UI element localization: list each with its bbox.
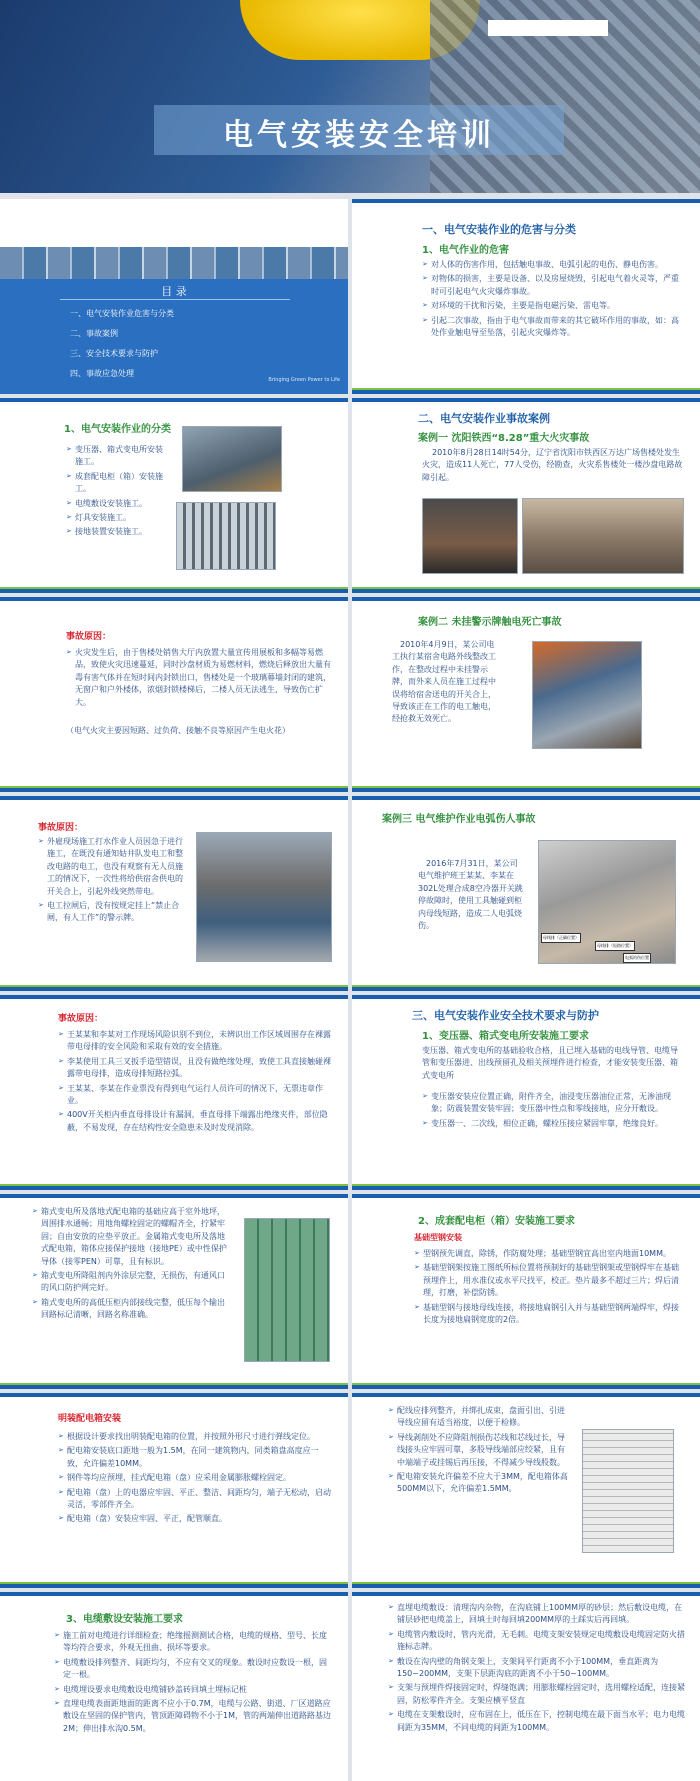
list-item: ➢ 配电箱（盘）上的电器应牢固、平正、整洁、间距均匀，端子无松动，启动灵活，零部件齐全。 — [58, 1487, 334, 1512]
list-item: ➢ 配电箱安装底口距地一般为1.5M，在同一建筑物内，同类箱盘高度应一致，允许偏差10MM。 — [58, 1445, 334, 1470]
cabinet-row-photo — [244, 1218, 330, 1362]
list-item: ➢ 对人体的伤害作用，包括触电事故、电弧引起的电伤、静电伤害。 — [422, 259, 684, 271]
sub-title: 1、变压器、箱式变电所安装施工要求 — [422, 1031, 589, 1042]
list-item: ➢ 外雇现场施工打水作业人员因急于进行施工，在既没有通知姑井队发电工和整改电路的电工，也没有观察有无人员施工的情况下，一次性将给供宿舍供电的开关合上，引起外线突然带电。 — [38, 836, 188, 898]
substation-list — [32, 1206, 232, 1324]
list-item: ➢ 对环境的干扰和污染，主要是指电磁污染、雷电等。 — [422, 300, 684, 312]
wiring-list — [388, 1405, 568, 1498]
list-item: ➢ 电缆管内敷设时，管内光滑，无毛刺。电缆支架安装规定电缆敷设电缆固定防火措施标志牌。 — [388, 1629, 688, 1654]
list-item: ➢ 灯具安装施工。 — [66, 512, 166, 524]
cable-list — [54, 1630, 334, 1737]
busbar-tag: 母线排（短路位置） — [595, 941, 635, 951]
slide-cable-laying — [0, 1592, 348, 1781]
list-item: ➢ 对物体的损害，主要是设备、以及房屋烧毁，引起电气着火灵等，严重时可引起电气火灾爆炸事故。 — [422, 273, 684, 298]
list-item: ➢ 变压器、箱式变电所安装施工。 — [66, 444, 166, 469]
list-item: ➢ 接地装置安装施工。 — [66, 526, 166, 538]
surface-box-label: 明装配电箱安装 — [58, 1414, 122, 1424]
toc-item[interactable]: 四、事故应急处理 — [70, 369, 134, 378]
section-title: 三、电气安装作业安全技术要求与防护 — [412, 1009, 599, 1022]
list-item: ➢ 支架与预埋件焊接固定时，焊缝饱满；用膨胀螺栓固定时，选用螺栓适配，连接紧固，防松零件齐全。支架应横平竖直 — [388, 1682, 688, 1707]
list-item: ➢ 李某使用工具三叉扳手造型错误，且没有做绝缘处理，致使工具直接触碰裸露带电母排，造成母排短路拉弧。 — [58, 1056, 334, 1081]
toc-item[interactable]: 二、事故案例 — [70, 329, 118, 338]
list-item: ➢ 变压器安装应位置正确，附件齐全，油浸变压器油位正常，无渗油现象；防震装置安装牢固；变压器中性点和零线接地，应分开敷设。 — [422, 1091, 684, 1116]
slide-case-two — [352, 597, 700, 792]
sub-title: 1、电气作业的危害 — [422, 245, 509, 256]
slide-cover — [0, 0, 700, 193]
list-item: ➢ 敷设在沟内壁的角钢支架上，支架间平行距离不小于100MM，垂直距离为150~200MM，支架下层距沟底的距离不小于50~100MM。 — [388, 1656, 688, 1681]
slide-cable-details — [352, 1592, 700, 1781]
list-item: ➢ 电缆敷设安装施工。 — [66, 498, 166, 510]
slide-categories — [0, 398, 348, 593]
slide-case-one-cause — [0, 597, 348, 792]
list-item: ➢ 电缆敷设排列整齐、间距均匀，不应有交叉的现象。敷设时应数设一根，固定一根。 — [54, 1657, 334, 1682]
list-item: ➢ 箱式变电所及落地式配电箱的基础应高于室外地坪，周围排水通畅；用地角螺栓固定的螺帽齐全，拧紧牢固；自由安放的应垫平放正。金属箱式变电所及落地式配电箱，箱体应接保护接地（接地PE）或中性保护导体（接零PEN）可靠，且有标识。 — [32, 1206, 232, 1268]
list-item: ➢ 导线剥削处不应降阻剂损伤芯线和芯线过长，导线接头应牢固可靠，多股导线端部应绞紧，且有中端端子或挂锡后再压接，不得减少导线股数。 — [388, 1432, 568, 1469]
cable-detail-list — [388, 1602, 688, 1736]
sub-title: 2、成套配电柜（箱）安装施工要求 — [418, 1216, 575, 1227]
busbar-tag: 母线排（正确位置） — [541, 933, 581, 943]
cable-tray-photo — [176, 502, 276, 570]
slide-substation — [0, 1194, 348, 1389]
slide-case-two-cause — [0, 796, 348, 991]
steel-base-label: 基础型钢安装 — [414, 1233, 462, 1242]
toc-tagline: Bringing Green Power to Life — [268, 377, 340, 383]
list-item: ➢ 400V开关柜内垂直母排设计有漏洞，垂直母排下端露出绝缘夹件，部位隐蔽，不易发现，存在结构性安全隐患未及时发现消除。 — [58, 1109, 334, 1134]
fire-photo — [422, 498, 518, 574]
list-item: ➢ 引起二次事故，指由于电气事故而带来的其它破坏作用的事故，如：高处作业触电导至坠落，引起火灾爆炸等。 — [422, 315, 684, 340]
case-text: 2016年7月31日，某公司电气维护班王某某、李某在302L处理合成8空冷器开关跳停故障时，使用工具触碰到柜内母线短路，造成二人电弧烧伤。 — [418, 859, 523, 930]
list-item: ➢ 配线应排列整齐，并绑扎成束，盘面引出、引进导线应留有适当裕度，以便于检修。 — [388, 1405, 568, 1430]
switchgear-photo — [182, 426, 282, 492]
list-item: ➢ 配电箱安装允许偏差不应大于3MM，配电箱体高500MM以下，允许偏差1.5MM。 — [388, 1471, 568, 1496]
slide-tech-requirements — [352, 995, 700, 1190]
steel-base-list — [414, 1248, 686, 1328]
cause-list — [38, 836, 188, 927]
slide-surface-box — [0, 1393, 348, 1588]
electrocution-photo — [532, 641, 642, 749]
list-item: ➢ 基础型钢与接地母线连接，将接地扁钢引入并与基础型钢两端焊牢，焊接长度为接地扁钢宽度的2倍。 — [414, 1302, 686, 1327]
sub-title: 3、电缆敷设安装施工要求 — [66, 1614, 183, 1625]
section-title: 一、电气安装作业的危害与分类 — [422, 223, 576, 236]
toc-item[interactable]: 一、电气安装作业危害与分类 — [70, 309, 174, 318]
slide-distribution-cabinet — [352, 1194, 700, 1389]
toc-photo-strip — [0, 247, 348, 279]
slide-toc — [0, 199, 348, 394]
list-item: ➢ 王某某、李某在作业票没有得到电气运行人员许可的情况下，无票违章作业。 — [58, 1083, 334, 1108]
slide-case-one — [352, 398, 700, 593]
section-title: 二、电气安装作业事故案例 — [418, 412, 550, 425]
list-item: ➢ 施工前对电缆进行详细检查；绝缘摇测测试合格，电缆的规格、型号、长度等均符合要求，外观无扭曲、损坏等要求。 — [54, 1630, 334, 1655]
list-item: ➢ 直埋电缆表面距地面的距离不应小于0.7M，电缆与公路、街道、厂区道路应敷设在坚固的保护管内，管顶距障碍物不小于1M，管的两端伸出道路路基边2M；伸出排水沟0.5M。 — [54, 1698, 334, 1735]
crowd-photo — [522, 498, 684, 574]
surface-box-list — [58, 1431, 334, 1528]
slide-wiring — [352, 1393, 700, 1588]
list-item: ➢ 电工拉闸后，没有按规定挂上“禁止合闸，有人工作”的警示牌。 — [38, 900, 188, 925]
list-item: ➢ 成套配电柜（箱）安装施工。 — [66, 471, 166, 496]
slide-case-three — [352, 796, 700, 991]
hazard-list — [422, 259, 684, 341]
case-title: 案例一 沈阳铁西“8.28”重大火灾事故 — [418, 433, 590, 444]
case-text: 2010年4月9日，某公司电工执行某宿舍电路外线整改工作，在整改过程中未挂警示牌，而外来人员在施工过程中误将给宿舍送电的开关合上，导致该正在工作的电工触电，经抢救无效死亡。 — [392, 640, 496, 724]
cause-label: 事故原因： — [66, 632, 112, 642]
list-item: ➢ 变压器一、二次线，相位正确，螺栓压接应紧固牢靠，绝缘良好。 — [422, 1118, 684, 1130]
list-item: ➢ 型钢预先调直，除锈，作防腐处理；基础型钢宜高出室内地面10MM。 — [414, 1248, 686, 1260]
list-item: ➢ 箱式变电所的高低压柜内部接线完整，低压每个输出回路标记清晰，回路名称准确。 — [32, 1297, 232, 1322]
list-item: ➢ 电缆在支架敷设时，应布固在上，低压在下，控制电缆在最下面当水平；电力电缆间距为35MM，不同电缆的间距为100MM。 — [388, 1709, 688, 1734]
case-title: 案例三 电气维护作业电弧伤人事故 — [382, 814, 536, 825]
list-item: ➢ 箱式变电所降阻剂内外涂层完整，无损伤，有通风口的风口防护网完好。 — [32, 1270, 232, 1295]
cause-list — [66, 647, 336, 711]
toc-item[interactable]: 三、安全技术要求与防护 — [70, 349, 158, 358]
panel-wiring-photo — [582, 1429, 674, 1553]
list-item: ➢ 直埋电缆敷设：清理沟内杂物，在沟底铺上100MM厚的砂层；然后敷设电缆，在铺层砂把电缆盖上，回填土时每回填200MM厚的土踩实后再回填。 — [388, 1602, 688, 1627]
slide-case-three-cause — [0, 995, 348, 1190]
intro-text: 变压器、箱式变电所的基础验收合格，且已埋入基础的电线导管、电缆导管和变压器进、出线预留孔及相关预埋件进行检查，才能安装变压器、箱式变电所 — [422, 1046, 678, 1080]
list-item: ➢ 钢件等均应预埋，挂式配电箱（盘）应采用金属膨胀螺栓固定。 — [58, 1472, 334, 1484]
list-item: ➢ 根据设计要求找出明装配电箱的位置，并按照外形尺寸进行弹线定位。 — [58, 1431, 334, 1443]
cover-title: 电气安装安全培训 — [223, 118, 495, 153]
category-list — [66, 444, 166, 541]
toc-title-rule — [60, 299, 290, 300]
list-item: ➢ 基础型钢架按施工图纸所标位置将预制好的基础型钢架或型钢焊牢在基础预埋件上，用水准仪或水平尺找平，校正。垫片最多不超过三片；焊后清理，打磨，补偿防锈。 — [414, 1262, 686, 1299]
busbar-tag: 电弧灼伤位置 — [623, 953, 651, 963]
case-text: 2010年8月28日14时54分，辽宁省沈阳市铁西区万达广场售楼处发生火灾，造成11人死亡，77人受伤，经勘查，火灾系售楼处一楼沙盘电路故障引起。 — [422, 448, 683, 482]
slide-hazards — [352, 199, 700, 394]
rescue-photo — [196, 832, 332, 962]
list-item: ➢ 电缆埋设要求电缆敷设电缆铺砂盖砖回填土埋标记桩 — [54, 1684, 334, 1696]
list-item: ➢ 火灾发生后，由于售楼处销售大厅内放置大量宣传用展板和多幅等易燃品，致使火灾迅速蔓延，同时沙盘材质为易燃材料，燃烧后释放出大量有毒有害气体并在短时间内封锁出口，售楼处是一个玻璃幕墙封闭的建筑，无窗户和户外楼体，浓烟封锁楼梯后，二楼人员无法逃生，导致伤亡扩大。 — [66, 647, 336, 709]
list-item: ➢ 配电箱（盘）安装应牢固、平正，配管顺直。 — [58, 1513, 334, 1525]
cause-label: 事故原因： — [58, 1014, 104, 1024]
cause-label: 事故原因： — [38, 823, 84, 833]
transformer-list — [422, 1091, 684, 1132]
white-label-bar — [488, 20, 608, 36]
busbar-photo — [538, 840, 676, 964]
cause-note: （电气火灾主要因短路、过负荷、接触不良等原因产生电火花） — [66, 726, 290, 735]
sub-title: 1、电气安装作业的分类 — [64, 424, 171, 435]
toc-title: 目 录 — [161, 285, 187, 298]
list-item: ➢ 王某某和李某对工作现场风险识别不到位，未辨识出工作区域周围存在裸露带电母排的安全风险和采取有效的安全措施。 — [58, 1029, 334, 1054]
case-title: 案例二 未挂警示牌触电死亡事故 — [418, 617, 562, 628]
cause-list — [58, 1029, 334, 1136]
